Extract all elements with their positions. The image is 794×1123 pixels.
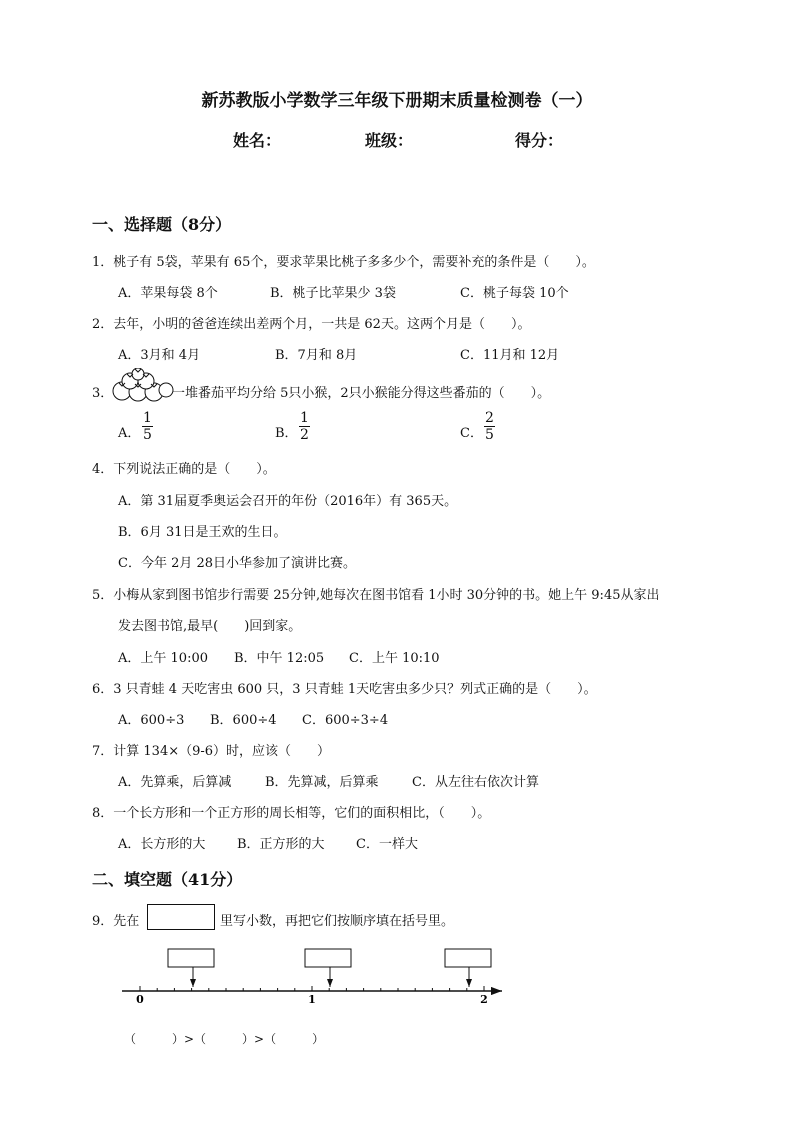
q5-option-b: B．中午 12:05 — [234, 651, 325, 666]
q4-option-b: B．6月 31日是王欢的生日。 — [118, 525, 287, 540]
q8-option-c: C．一样大 — [356, 837, 418, 852]
q6-option-c: C．600÷3÷4 — [302, 713, 389, 728]
page-title: 新苏教版小学数学三年级下册期末质量检测卷（一） — [201, 91, 593, 111]
q6-option-a: A．600÷3 — [118, 713, 185, 728]
q1-option-c: C．桃子每袋 10个 — [460, 286, 569, 301]
question-5-line-1: 5．小梅从家到图书馆步行需要 25分钟,她每次在图书馆看 1小时 30分钟的书。她上午 9:45从家出 — [92, 588, 660, 603]
q7-option-c: C．从左往右依次计算 — [412, 775, 539, 790]
q3-option-c-fraction: $\frac{2}{5}$ — [485, 410, 494, 443]
number-line — [118, 945, 510, 1007]
q8-option-a: A．长方形的大 — [118, 837, 206, 852]
q8-option-b: B．正方形的大 — [237, 837, 325, 852]
tomato-pile-icon — [108, 368, 174, 402]
q7-option-b: B．先算减，后算乘 — [265, 775, 379, 790]
q1-option-a: A．苹果每袋 8个 — [118, 286, 218, 301]
q6-option-b: B．600÷4 — [210, 713, 277, 728]
q3-option-a-fraction: $\frac{1}{5}$ — [143, 410, 152, 443]
answer-box-1 — [168, 949, 214, 967]
example-answer-box — [147, 904, 215, 930]
score-label: 得分： — [515, 131, 564, 150]
question-9-prefix: 9．先在 — [92, 914, 140, 929]
q4-option-c: C．今年 2月 28日小华参加了演讲比赛。 — [118, 556, 357, 571]
question-8: 8．一个长方形和一个正方形的周长相等，它们的面积相比，（ ）。 — [92, 806, 491, 821]
question-3: 一堆番茄平均分给 5只小猴，2只小猴能分得这些番茄的（ ）。 — [172, 386, 551, 401]
name-label: 姓名： — [233, 131, 282, 150]
q3-option-b-label: B． — [275, 426, 298, 441]
q2-option-b: B．7月和 8月 — [275, 348, 358, 363]
class-label: 班级： — [365, 131, 414, 150]
q2-option-a: A．3月和 4月 — [118, 348, 201, 363]
tick-label-0: 0 — [136, 993, 144, 1006]
answer-box-2 — [305, 949, 351, 967]
section-heading-fill: 二、填空题（41分） — [92, 870, 243, 889]
question-4: 4．下列说法正确的是（ ）。 — [92, 462, 276, 477]
q5-option-c: C．上午 10:10 — [349, 651, 440, 666]
q1-option-b: B．桃子比苹果少 3袋 — [270, 286, 396, 301]
question-2: 2．去年，小明的爸爸连续出差两个月，一共是 62天。这两个月是（ ）。 — [92, 317, 531, 332]
question-5-line-2: 发去图书馆,最早( )回到家。 — [118, 619, 302, 634]
question-7: 7．计算 134×（9-6）时，应该（ ） — [92, 744, 331, 759]
tick-label-1: 1 — [308, 993, 316, 1006]
q4-option-a: A．第 31届夏季奥运会召开的年份（2016年）有 365天。 — [118, 494, 458, 509]
question-9-suffix: 里写小数，再把它们按顺序填在括号里。 — [220, 914, 455, 929]
question-1: 1．桃子有 5袋，苹果有 65个，要求苹果比桃子多多少个，需要补充的条件是（ ）。 — [92, 255, 595, 270]
question-3-number: 3． — [92, 386, 114, 401]
section-heading-choice: 一、选择题（8分） — [92, 215, 232, 234]
q3-option-c-label: C． — [460, 426, 483, 441]
q3-option-a-label: A． — [118, 426, 141, 441]
q2-option-c: C．11月和 12月 — [460, 348, 560, 363]
answer-box-3 — [445, 949, 491, 967]
q7-option-a: A．先算乘，后算减 — [118, 775, 232, 790]
question-6: 6．3 只青蛙 4 天吃害虫 600 只，3 只青蛙 1天吃害虫多少只？列式正确的是（ ）。 — [92, 682, 597, 697]
q5-option-a: A．上午 10:00 — [118, 651, 208, 666]
ordering-answer-blanks: （ ）>（ ）>（ ） — [124, 1032, 325, 1046]
tick-label-2: 2 — [480, 993, 488, 1006]
q3-option-b-fraction: $\frac{1}{2}$ — [300, 410, 309, 443]
